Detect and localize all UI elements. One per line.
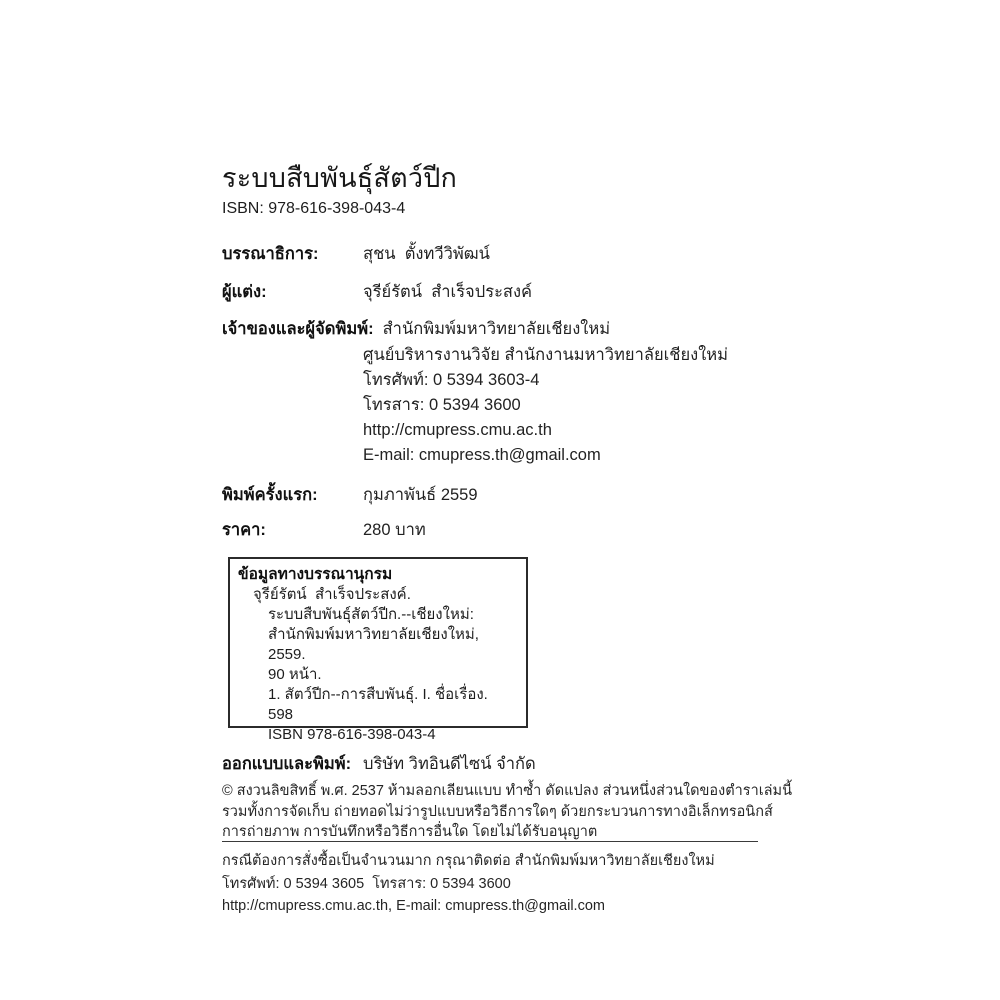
page-title: ระบบสืบพันธุ์สัตว์ปีก <box>222 163 458 193</box>
footer-phone-line: โทรศัพท์: 0 5394 3605 โทรสาร: 0 5394 3600 <box>222 875 511 892</box>
design-print-value: บริษัท วิทอินดีไซน์ จำกัด <box>363 755 536 773</box>
author-label: ผู้แต่ง: <box>222 283 267 301</box>
first-print-value: กุมภาพันธ์ 2559 <box>363 486 478 504</box>
isbn-line: ISBN: 978-616-398-043-4 <box>222 200 406 217</box>
design-print-row <box>222 751 536 777</box>
publisher-label: เจ้าของและผู้จัดพิมพ์: <box>222 320 374 338</box>
cip-title-line: ระบบสืบพันธุ์สัตว์ปีก.--เชียงใหม่: <box>268 606 474 623</box>
cip-box-title: ข้อมูลทางบรรณานุกรม <box>238 566 393 583</box>
price-label: ราคา: <box>222 521 266 539</box>
editor-row <box>222 241 490 267</box>
editor-label: บรรณาธิการ: <box>222 245 319 263</box>
publisher-fax-line: โทรสาร: 0 5394 3600 <box>363 396 521 414</box>
editor-value: สุชน ตั้งทวีวิพัฒน์ <box>363 245 490 263</box>
footer-order-line: กรณีต้องการสั่งซื้อเป็นจำนวนมาก กรุณาติดต่อ สำนักพิมพ์มหาวิทยาลัยเชียงใหม่ <box>222 853 715 869</box>
publisher-unit-line: ศูนย์บริหารงานวิจัย สำนักงานมหาวิทยาลัยเชียงใหม่ <box>363 346 728 364</box>
cip-class-number: 598 <box>268 706 294 723</box>
publisher-details <box>363 343 728 468</box>
first-print-row <box>222 482 478 508</box>
price-row <box>222 517 426 543</box>
copyright-notice: © สงวนลิขสิทธิ์ พ.ศ. 2537 ห้ามลอกเลียนแบบ ทำซ้ำ ดัดแปลง ส่วนหนึ่งส่วนใดของตำราเล่มนี้ รวมทั้งการจัดเก็บ ถ่ายทอดไม่ว่ารูปแบบหรือวิธีการใดๆ ด้วยกระบวนการทางอิเล็กทรอนิกส์ การถ่ายภาพ การบันทึกหรือวิธีการอื่นใด โดยไม่ได้รับอนุญาต <box>222 783 793 840</box>
cip-pages-line: 90 หน้า. <box>268 666 322 683</box>
cip-subject-line: 1. สัตว์ปีก--การสืบพันธุ์. I. ชื่อเรื่อง. <box>268 686 488 703</box>
cip-publisher-line: สำนักพิมพ์มหาวิทยาลัยเชียงใหม่, 2559. <box>268 626 484 663</box>
footer-divider-rule <box>222 841 758 842</box>
footer-web-line: http://cmupress.cmu.ac.th, E-mail: cmupress.th@gmail.com <box>222 898 605 914</box>
publisher-website-line: http://cmupress.cmu.ac.th <box>363 421 552 439</box>
publisher-phone-line: โทรศัพท์: 0 5394 3603-4 <box>363 371 540 389</box>
author-value: จุรีย์รัตน์ สำเร็จประสงค์ <box>363 283 533 301</box>
footer <box>222 850 797 918</box>
cip-isbn-line: ISBN 978-616-398-043-4 <box>268 726 436 743</box>
cip-author-line: จุรีย์รัตน์ สำเร็จประสงค์. <box>253 586 411 603</box>
publisher-name: สำนักพิมพ์มหาวิทยาลัยเชียงใหม่ <box>382 320 611 338</box>
cip-data-box <box>228 557 528 743</box>
publisher-row <box>222 316 610 342</box>
price-value: 280 บาท <box>363 521 426 539</box>
author-row <box>222 279 532 305</box>
publisher-email-line: E-mail: cmupress.th@gmail.com <box>363 446 601 464</box>
first-print-label: พิมพ์ครั้งแรก: <box>222 486 318 504</box>
design-print-label: ออกแบบและพิมพ์: <box>222 755 352 773</box>
